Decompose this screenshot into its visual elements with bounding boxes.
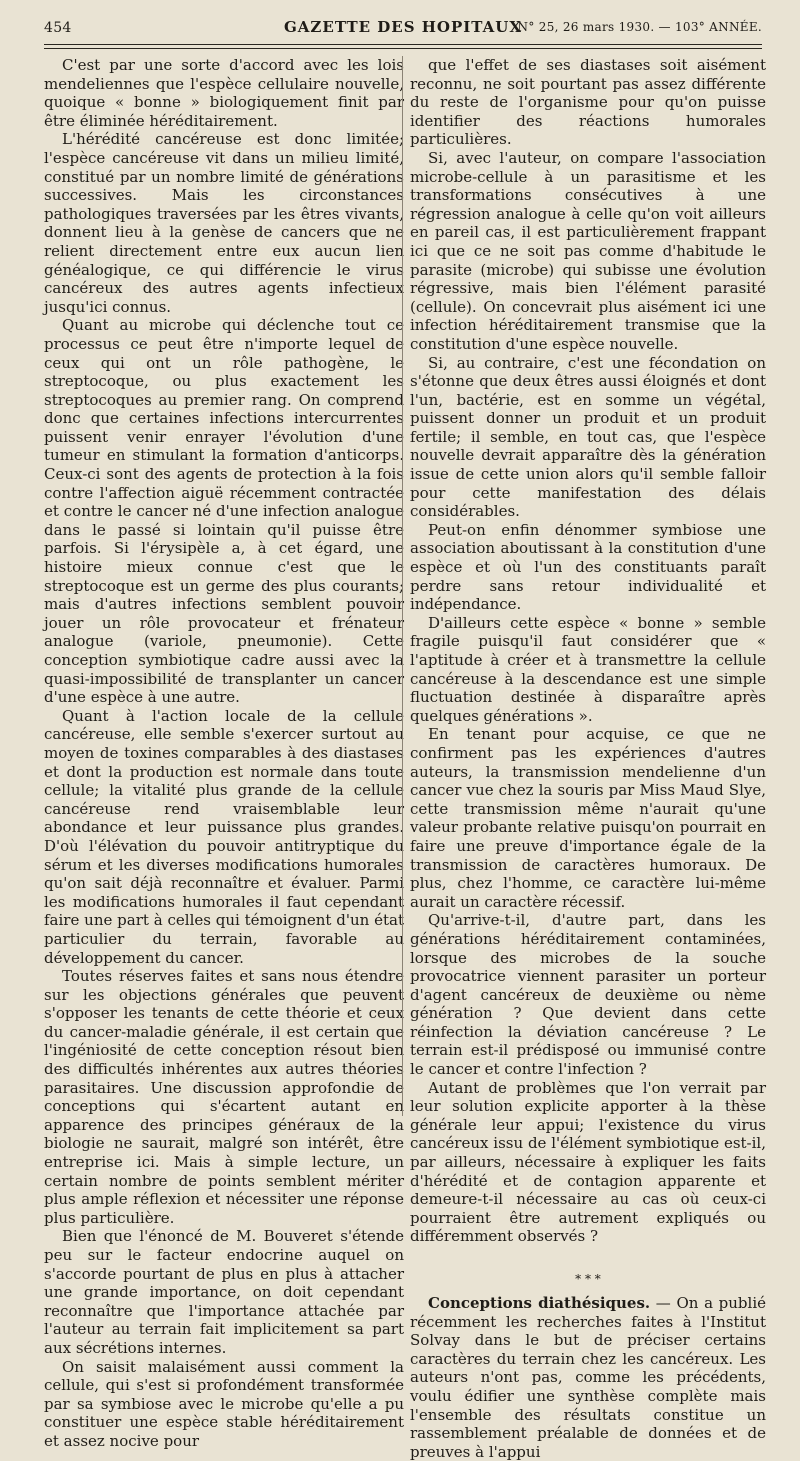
section-text: — On a publié récemment les recherches faites à l'Institut Solvay dans le but de préciser certains caractères du terrain chez les cancéreux. Les auteurs n'ont pas, comme les précédents, voulu édifier une synthèse complète mais l'ensemble des résultats constitue un rassemblement préalable de données et de preuves à l'appui — [410, 1294, 767, 1461]
paragraph: D'ailleurs cette espèce « bonne » semble fragile puisqu'il faut considérer que « l'aptitude à créer et à transmettre la cellule cancéreuse à la descendance est une simple fluctuation destinée à disparaître après quelques générations ». — [410, 613, 766, 725]
header-rule-thin — [44, 48, 762, 49]
issue-info: N° 25, 26 mars 1930. — 103° ANNÉE. — [517, 20, 762, 34]
left-column — [44, 56, 404, 1451]
section-paragraph — [410, 1294, 766, 1461]
section-separator: * * * — [575, 1272, 601, 1286]
paragraph: Quant au microbe qui déclenche tout ce processus ce peut être n'importe lequel de ceux qui ont un rôle pathogène, le streptocoque, ou plus exactement les streptocoques au premier rang. On comprend donc que certaines infections intercurrentes puissent venir enrayer l'évolution d'une tumeur en stimulant la formation d'anticorps. Ceux-ci sont des agents de protection à la fois contre l'affection aiguë récemment contractée et contre le cancer né d'une infection analogue dans le passé si lointain qu'il puisse être parfois. Si l'érysipèle a, à cet égard, une histoire mieux connue c'est que le streptocoque est un germe des plus courants; mais d'autres infections semblent pouvoir jouer un rôle provocateur et frénateur analogue (variole, pneumonie). Cette conception symbiotique cadre aussi avec la quasi-impossibilité de transplanter un cancer d'une espèce à une autre. — [44, 316, 404, 707]
paragraph: C'est par une sorte d'accord avec les lois mendeliennes que l'espèce cellulaire nouvelle, quoique « bonne » biologiquement finit par être éliminée héréditairement. — [44, 56, 404, 130]
page-header — [44, 14, 762, 40]
header-rule — [44, 44, 762, 45]
paragraph: Autant de problèmes que l'on verrait par leur solution explicite apporter à la thèse générale leur appui; l'existence du virus cancéreux issu de l'élément symbiotique est-il, par ailleurs, nécessaire à expliquer les faits d'hérédité et de contagion apparente et demeure-t-il nécessaire au cas où ceux-ci pourraient être autrement expliqués ou différemment observés ? — [410, 1078, 766, 1246]
column-divider — [402, 56, 403, 1116]
paragraph: Peut-on enfin dénommer symbiose une association aboutissant à la constitution d'une espèce et où l'un des constituants paraît perdre sans retour individualité et indépendance. — [410, 520, 766, 614]
paragraph: Si, au contraire, c'est une fécondation on s'étonne que deux êtres aussi éloignés et dont l'un, bactérie, est en somme un végétal, puissent donner un produit et un produit fertile; il semble, en tout cas, que l'espèce nouvelle devrait apparaître dès la génération issue de cette union alors qu'il semble falloir pour cette manifestation des délais considérables. — [410, 353, 766, 521]
paragraph: L'hérédité cancéreuse est donc limitée; l'espèce cancéreuse vit dans un milieu limité, constitué par un nombre limité de générations successives. Mais les circonstances pathologiques traversées par les êtres vivants, donnent lieu à la genèse de cancers que ne relient directement entre eux aucun lien généalogique, ce qui différencie le virus cancéreux des autres agents infectieux jusqu'ici connus. — [44, 130, 404, 316]
journal-title: GAZETTE DES HOPITAUX — [283, 18, 522, 36]
right-column — [410, 56, 766, 1461]
paragraph: Si, avec l'auteur, on compare l'association microbe-cellule à un parasitisme et les transformations consécutives à une régression analogue à celle qu'on voit ailleurs en pareil cas, il est particulièrement frappant ici que ce ne soit pas comme d'habitude le parasite (microbe) qui subisse une évolution régressive, mais bien l'élément parasité (cellule). On concevrait plus aisément ici une infection héréditairement transmise que la constitution d'une espèce nouvelle. — [410, 148, 766, 353]
paragraph: On saisit malaisément aussi comment la cellule, qui s'est si profondément transformée par sa symbiose avec le microbe qu'elle a pu constituer une espèce stable héréditairement et assez nocive pour — [44, 1357, 404, 1450]
section-heading: Conceptions diathésiques. — [428, 1294, 651, 1312]
paragraph: que l'effet de ses diastases soit aisément reconnu, ne soit pourtant pas assez différente du reste de l'organisme pour qu'on puisse identifier des réactions humorales particulières. — [410, 56, 766, 149]
paragraph: Toutes réserves faites et sans nous étendre sur les objections générales que peuvent s'opposer les tenants de cette théorie et ceux du cancer-maladie générale, il est certain que l'ingéniosité de cette conception résout bien des difficultés inhérentes aux autres théories parasitaires. Une discussion approfondie de conceptions qui s'écartent autant en apparence des principes généraux de la biologie ne saurait, malgré son intérêt, être entreprise ici. Mais à simple lecture, un certain nombre de points semblent mériter plus ample réflexion et nécessiter une réponse plus particulière. — [44, 967, 404, 1227]
page-number: 454 — [44, 20, 72, 36]
paragraph: Quant à l'action locale de la cellule cancéreuse, elle semble s'exercer surtout au moyen de toxines comparables à des diastases et dont la production est normale dans toute cellule; la vitalité plus grande de la cellule cancéreuse rend vraisemblable leur abondance et leur puissance plus grandes. D'où l'élévation du pouvoir antitryptique du sérum et les diverses modifications humorales qu'on sait déjà reconnaître et évaluer. Parmi les modifications humorales il faut cependant faire une part à celles qui témoignent d'un état particulier du terrain, favorable au développement du cancer. — [44, 706, 404, 967]
paragraph: Qu'arrive-t-il, d'autre part, dans les générations héréditairement contaminées, lorsque des microbes de la souche provocatrice viennent parasiter un porteur d'agent cancéreux de deuxième ou nème génération ? Que devient dans cette réinfection la déviation cancéreuse ? Le terrain est-il prédisposé ou immunisé contre le cancer et contre l'infection ? — [410, 911, 766, 1079]
paragraph: En tenant pour acquise, ce que ne confirment pas les expériences d'autres auteurs, la transmission mendelienne d'un cancer vue chez la souris par Miss Maud Slye, cette transmission même n'aurait qu'une valeur probante relative puisqu'on pourrait en faire une preuve d'importance égale de la transmission de caractères humoraux. De plus, chez l'homme, ce caractère lui-même aurait un caractère récessif. — [410, 725, 766, 911]
paragraph: Bien que l'énoncé de M. Bouveret s'étende peu sur le facteur endocrine auquel on s'accorde pourtant de plus en plus à attacher une grande importance, on doit cependant reconnaître que l'importance attachée par l'auteur au terrain fait implicitement sa part aux sécrétions internes. — [44, 1227, 404, 1357]
